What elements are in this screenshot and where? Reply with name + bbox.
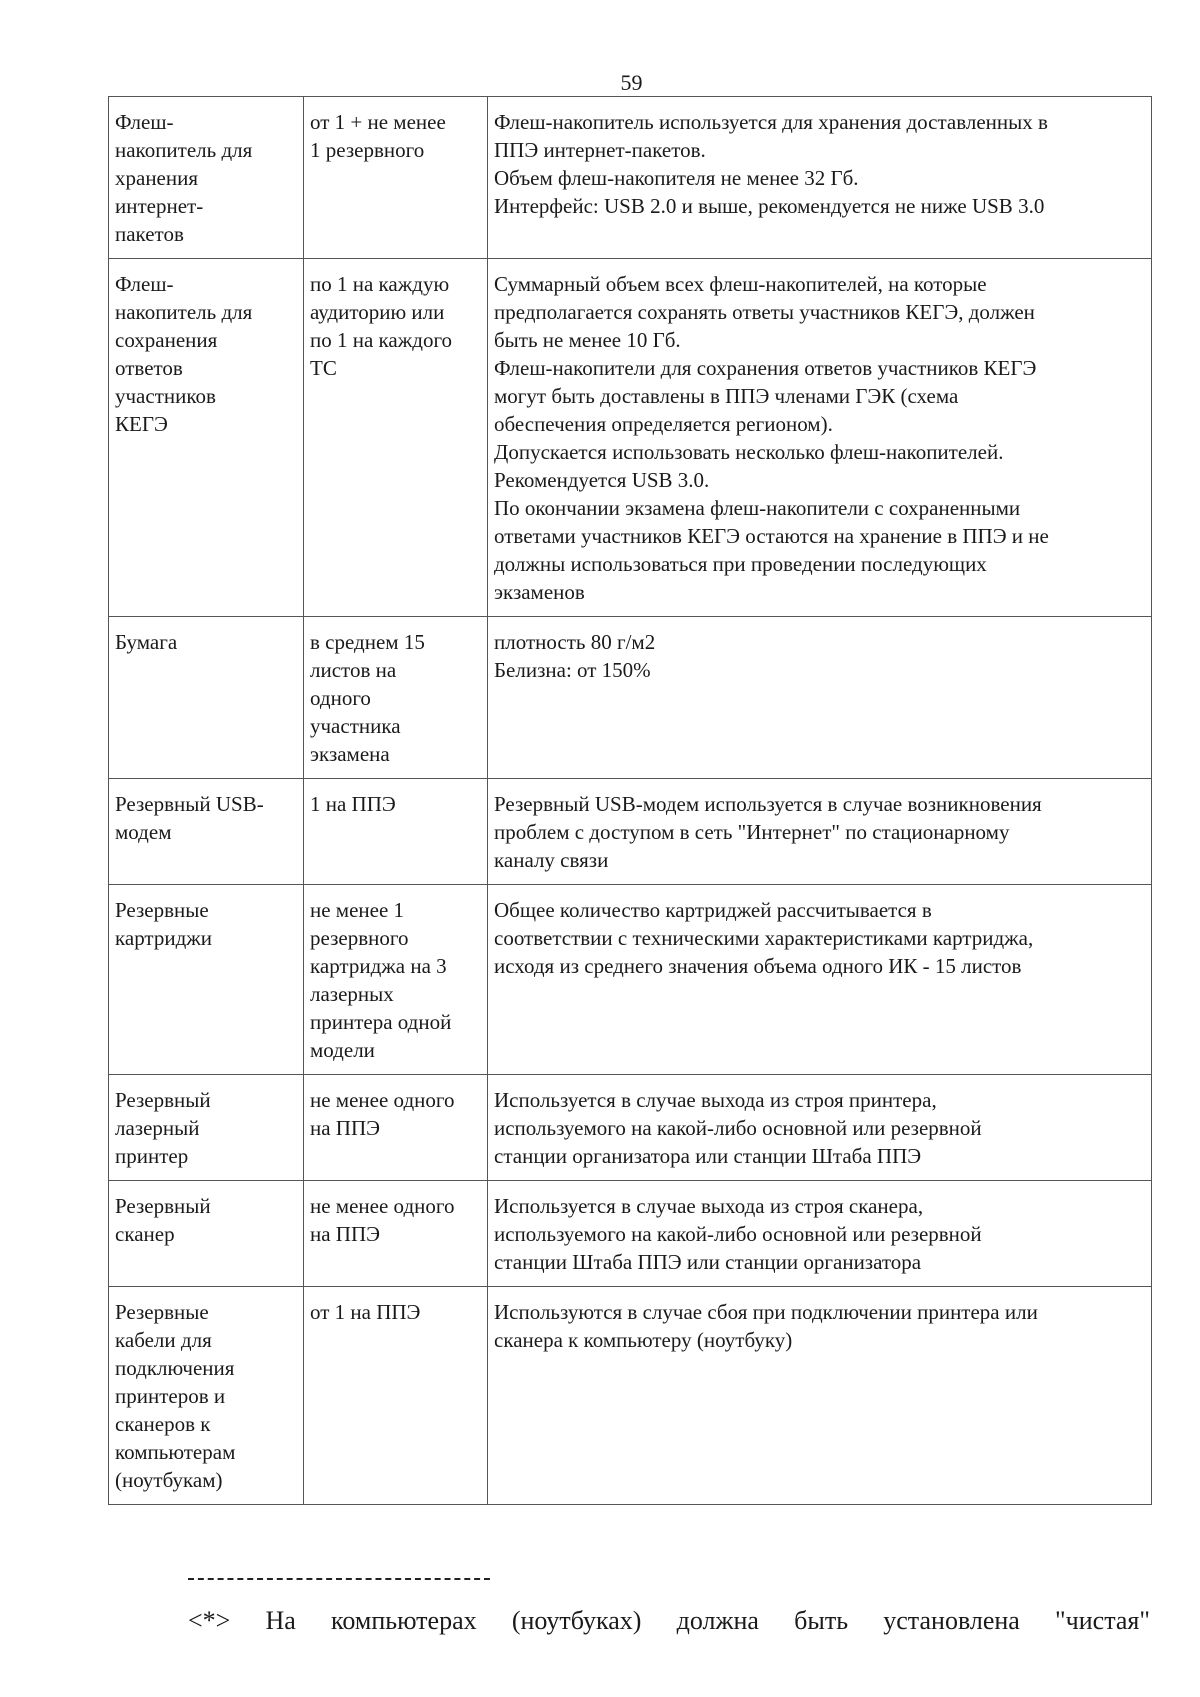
item-line: лазерный [115,1116,200,1140]
cell-requirements [488,617,1152,779]
cell-item [109,885,304,1075]
cell-item [109,1287,304,1505]
quantity-line: 1 резервного [310,138,425,162]
item-line: сохранения [115,328,218,352]
item-line: сканеров к [115,1412,211,1436]
item-line: Резервные [115,1300,209,1324]
requirements-line: Используется в случае выхода из строя принтера, [494,1088,937,1112]
requirements-line: соответствии с техническими характеристиками картриджа, [494,926,1034,950]
cell-requirements [488,885,1152,1075]
cell-requirements [488,1181,1152,1287]
cell-item [109,1181,304,1287]
requirements-line: исходя из среднего значения объема одного ИК - 15 листов [494,954,1022,978]
requirements-line: Рекомендуется USB 3.0. [494,468,710,492]
requirements-line: Резервный USB-модем используется в случае возникновения [494,792,1042,816]
item-line: принтеров и [115,1384,226,1408]
cell-item [109,1075,304,1181]
item-line: Резервные [115,898,209,922]
cell-quantity [304,97,488,259]
cell-quantity [304,1075,488,1181]
item-line: кабели для [115,1328,212,1352]
quantity-line: 1 на ППЭ [310,792,396,816]
requirements-line: Флеш-накопители для сохранения ответов участников КЕГЭ [494,356,1037,380]
requirements-line: По окончании экзамена флеш-накопители с сохраненными [494,496,1021,520]
item-line: КЕГЭ [115,412,168,436]
cell-requirements [488,1287,1152,1505]
requirements-line: станции Штаба ППЭ или станции организатора [494,1250,922,1274]
item-line: сканер [115,1222,175,1246]
item-line: Флеш- [115,110,174,134]
quantity-line: одного [310,686,371,710]
item-line: Флеш- [115,272,174,296]
cell-quantity [304,779,488,885]
requirements-line: ППЭ интернет-пакетов. [494,138,706,162]
quantity-line: по 1 на каждого [310,328,453,352]
quantity-line: не менее одного [310,1194,455,1218]
requirements-line: используемого на какой-либо основной или резервной [494,1116,982,1140]
equipment-table [108,96,1152,1505]
requirements-line: Белизна: от 150% [494,658,651,682]
table-row [109,779,1152,885]
requirements-line: Объем флеш-накопителя не менее 32 Гб. [494,166,859,190]
item-line: Бумага [115,630,178,654]
cell-quantity [304,259,488,617]
item-line: Резервный USB- [115,792,264,816]
item-line: компьютерам [115,1440,236,1464]
item-line: картриджи [115,926,213,950]
item-line: подключения [115,1356,235,1380]
quantity-line: от 1 на ППЭ [310,1300,421,1324]
item-line: хранения [115,166,199,190]
cell-item [109,97,304,259]
table-row [109,1075,1152,1181]
item-line: участников [115,384,216,408]
cell-item [109,617,304,779]
requirements-line: Интерфейс: USB 2.0 и выше, рекомендуется не ниже USB 3.0 [494,194,1045,218]
requirements-line: Используются в случае сбоя при подключении принтера или [494,1300,1038,1324]
cell-item [109,259,304,617]
requirements-line: быть не менее 10 Гб. [494,328,681,352]
quantity-line: участника [310,714,401,738]
cell-item [109,779,304,885]
requirements-line: Допускается использовать несколько флеш-накопителей. [494,440,1004,464]
requirements-line: Общее количество картриджей рассчитывается в [494,898,932,922]
quantity-line: от 1 + не менее [310,110,446,134]
requirements-line: используемого на какой-либо основной или резервной [494,1222,982,1246]
footnote-text: <*> На компьютерах (ноутбуках) должна быть установлена "чистая" [188,1606,1150,1635]
quantity-line: на ППЭ [310,1116,381,1140]
quantity-line: модели [310,1038,375,1062]
requirements-line: экзаменов [494,580,585,604]
quantity-line: ТС [310,356,337,380]
quantity-line: листов на [310,658,397,682]
requirements-line: сканера к компьютеру (ноутбуку) [494,1328,793,1352]
cell-requirements [488,779,1152,885]
quantity-line: по 1 на каждую [310,272,450,296]
item-line: накопитель для [115,300,253,324]
quantity-line: не менее 1 [310,898,405,922]
item-line: ответов [115,356,183,380]
cell-quantity [304,885,488,1075]
item-line: принтер [115,1144,189,1168]
cell-quantity [304,617,488,779]
quantity-line: на ППЭ [310,1222,381,1246]
cell-requirements [488,97,1152,259]
item-line: накопитель для [115,138,253,162]
quantity-line: не менее одного [310,1088,455,1112]
quantity-line: резервного [310,926,409,950]
item-line: интернет- [115,194,204,218]
requirements-line: Используется в случае выхода из строя сканера, [494,1194,924,1218]
item-line: Резервный [115,1194,211,1218]
requirements-line: обеспечения определяется регионом). [494,412,833,436]
quantity-line: экзамена [310,742,390,766]
requirements-line: могут быть доставлены в ППЭ членами ГЭК (схема [494,384,959,408]
cell-quantity [304,1287,488,1505]
requirements-line: проблем с доступом в сеть "Интернет" по стационарному [494,820,1010,844]
requirements-line: должны использоваться при проведении последующих [494,552,987,576]
footnote-separator [188,1578,490,1580]
table-row [109,1287,1152,1505]
requirements-line: ответами участников КЕГЭ остаются на хранение в ППЭ и не [494,524,1049,548]
quantity-line: в среднем 15 [310,630,425,654]
requirements-line: плотность 80 г/м2 [494,630,656,654]
requirements-line: Флеш-накопитель используется для хранения доставленных в [494,110,1048,134]
item-line: модем [115,820,172,844]
requirements-line: предполагается сохранять ответы участников КЕГЭ, должен [494,300,1035,324]
quantity-line: картриджа на 3 [310,954,447,978]
cell-quantity [304,1181,488,1287]
item-line: пакетов [115,222,184,246]
cell-requirements [488,259,1152,617]
table-row [109,97,1152,259]
item-line: (ноутбукам) [115,1468,223,1492]
requirements-line: Суммарный объем всех флеш-накопителей, на которые [494,272,987,296]
page-number: 59 [620,70,643,95]
table-row [109,885,1152,1075]
table-row [109,617,1152,779]
table-row [109,1181,1152,1287]
item-line: Резервный [115,1088,211,1112]
quantity-line: принтера одной [310,1010,452,1034]
quantity-line: лазерных [310,982,394,1006]
table-row [109,259,1152,617]
requirements-line: станции организатора или станции Штаба ППЭ [494,1144,922,1168]
requirements-line: каналу связи [494,848,609,872]
cell-requirements [488,1075,1152,1181]
quantity-line: аудиторию или [310,300,445,324]
